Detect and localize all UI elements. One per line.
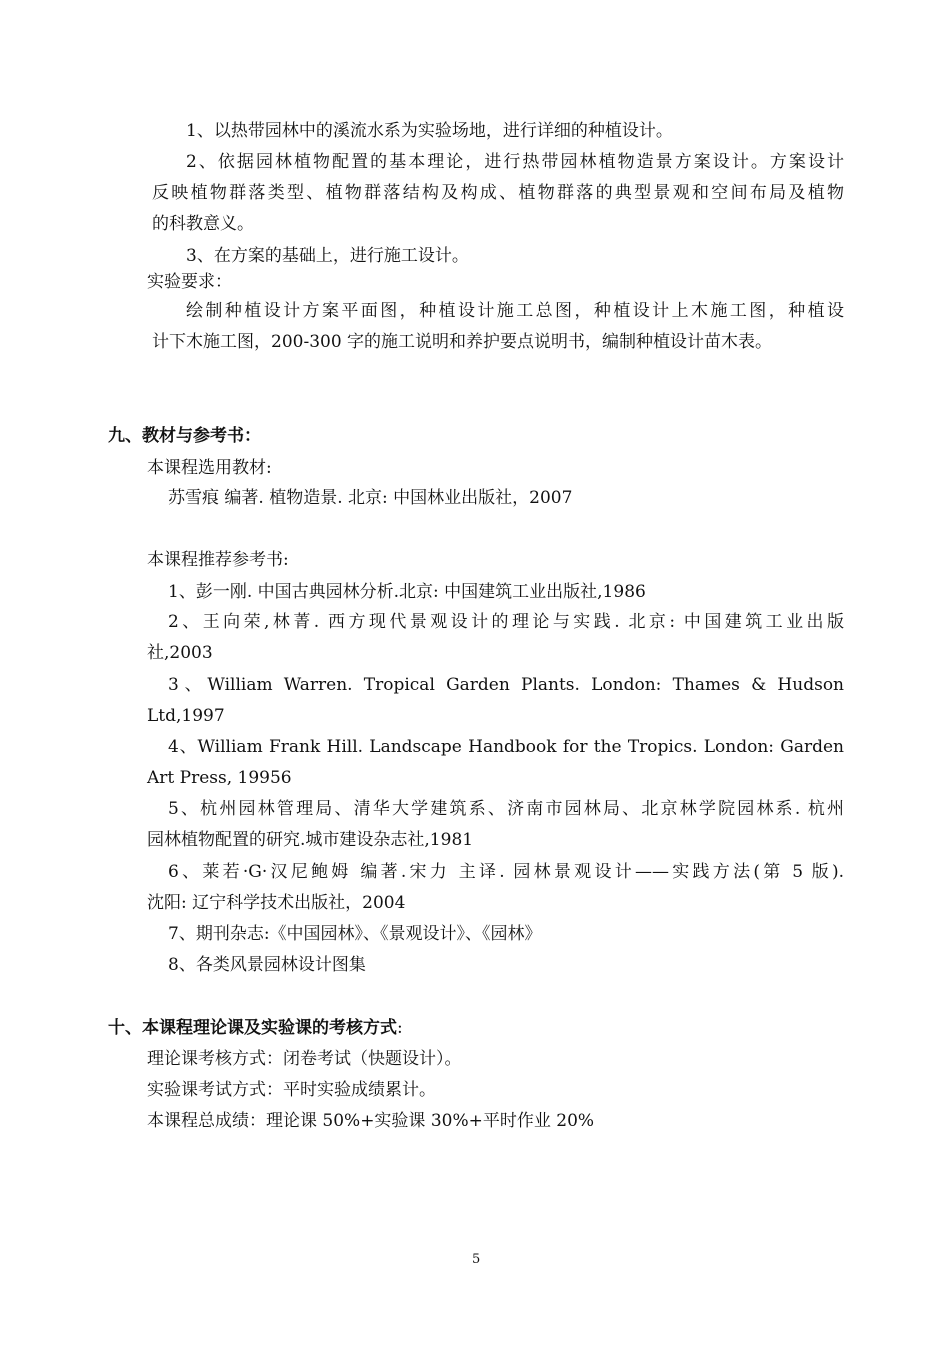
textbook-label: 本课程选用教材: bbox=[147, 458, 272, 478]
reference-6-line-2: 沈阳: 辽宁科学技术出版社，2004 bbox=[147, 893, 406, 913]
experiment-requirements-line-1: 绘制种植设计方案平面图，种植设计施工总图，种植设计上木施工图，种植设 bbox=[186, 301, 844, 321]
reference-1: 1、彭一刚. 中国古典园林分析.北京: 中国建筑工业出版社,1986 bbox=[168, 582, 646, 602]
reference-3-line-2: Ltd,1997 bbox=[147, 706, 225, 726]
experiment-item-3: 3、在方案的基础上，进行施工设计。 bbox=[186, 246, 469, 266]
reference-7: 7、期刊杂志:《中国园林》、《景观设计》、《园林》 bbox=[168, 924, 542, 944]
reference-6-line-1: 6、莱若·G·汉尼鲍姆 编著.宋力 主译. 园林景观设计——实践方法(第 5 版). bbox=[168, 862, 844, 882]
reference-5-line-2: 园林植物配置的研究.城市建设杂志社,1981 bbox=[147, 830, 474, 850]
page-number: 5 bbox=[472, 1252, 481, 1267]
experiment-item-2-line-1: 2、依据园林植物配置的基本理论，进行热带园林植物造景方案设计。方案设计 bbox=[186, 152, 844, 172]
reference-4-line-1: 4、William Frank Hill. Landscape Handbook for the Tropics. London: Garden bbox=[168, 737, 844, 757]
experiment-requirements-label: 实验要求： bbox=[147, 272, 232, 292]
experiment-item-2-line-3: 的科教意义。 bbox=[152, 214, 254, 234]
theory-assessment: 理论课考核方式：闭卷考试（快题设计）。 bbox=[147, 1049, 462, 1069]
total-grade: 本课程总成绩：理论课 50%+实验课 30%+平时作业 20% bbox=[147, 1111, 595, 1131]
reference-4-line-2: Art Press, 19956 bbox=[147, 768, 292, 788]
reference-2-line-2: 社,2003 bbox=[147, 643, 213, 663]
reference-2-line-1: 2、王向荣,林菁. 西方现代景观设计的理论与实践. 北京: 中国建筑工业出版 bbox=[168, 612, 844, 632]
lab-assessment: 实验课考试方式：平时实验成绩累计。 bbox=[147, 1080, 436, 1100]
textbook-entry: 苏雪痕 编著. 植物造景. 北京: 中国林业出版社，2007 bbox=[168, 488, 573, 508]
reference-3-line-1: 3、William Warren. Tropical Garden Plants. London: Thames & Hudson bbox=[168, 675, 844, 695]
references-label: 本课程推荐参考书: bbox=[147, 550, 289, 570]
experiment-item-1: 1、以热带园林中的溪流水系为实验场地，进行详细的种植设计。 bbox=[186, 121, 673, 141]
experiment-requirements-line-2: 计下木施工图，200-300 字的施工说明和养护要点说明书，编制种植设计苗木表。 bbox=[152, 332, 773, 352]
reference-5-line-1: 5、杭州园林管理局、清华大学建筑系、济南市园林局、北京林学院园林系. 杭州 bbox=[168, 799, 844, 819]
section-10-heading-wrap bbox=[108, 1016, 403, 1040]
reference-8: 8、各类风景园林设计图集 bbox=[168, 955, 366, 975]
section-9-heading: 九、教材与参考书： bbox=[108, 426, 261, 446]
section-10-heading: 十、本课程理论课及实验课的考核方式 bbox=[108, 1018, 397, 1038]
section-10-heading-colon: : bbox=[397, 1018, 403, 1038]
experiment-item-2-line-2: 反映植物群落类型、植物群落结构及构成、植物群落的典型景观和空间布局及植物 bbox=[152, 183, 844, 203]
